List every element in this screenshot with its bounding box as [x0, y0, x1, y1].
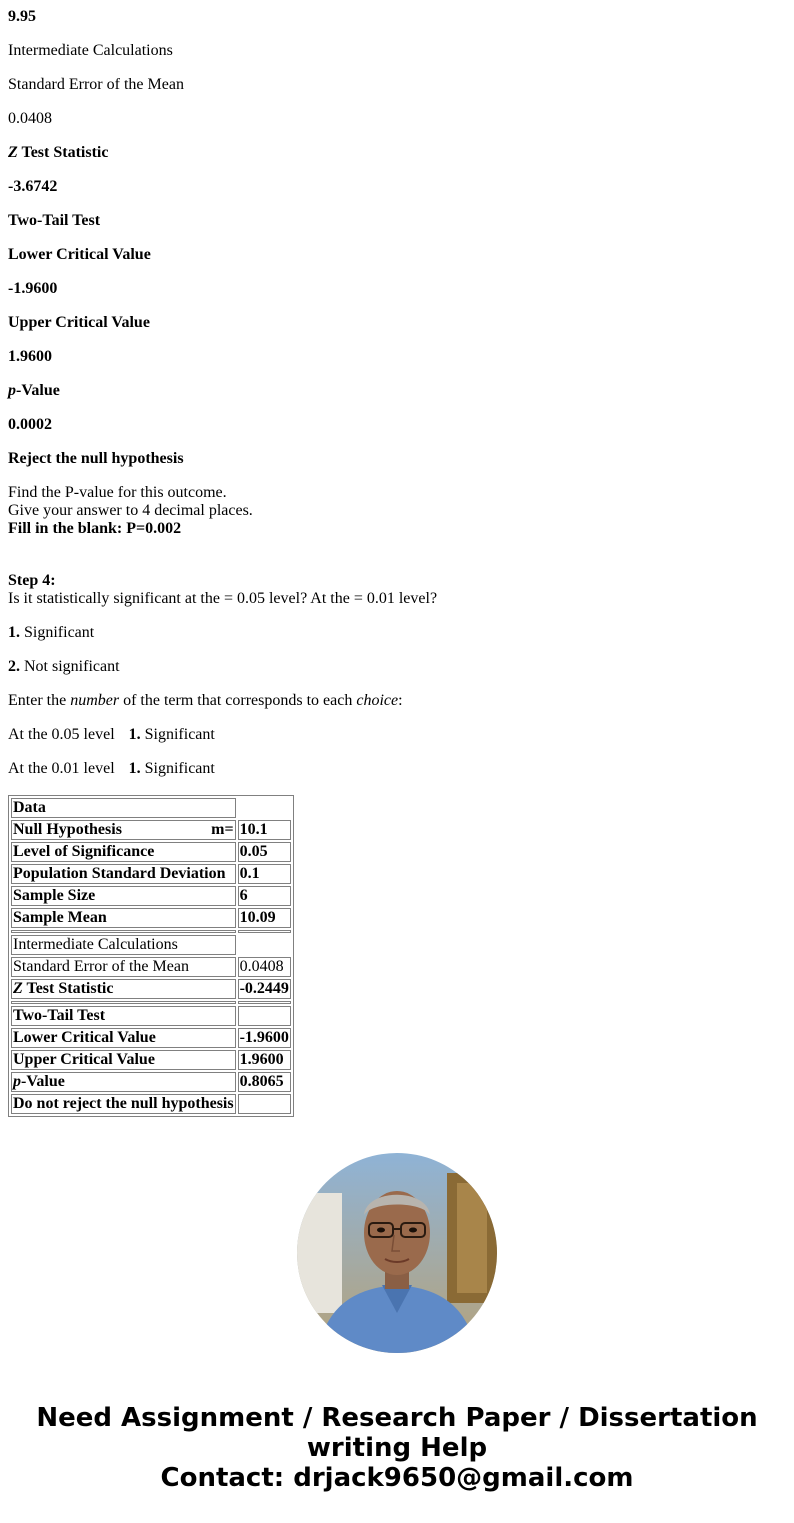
p-value-table-label: [11, 1072, 236, 1092]
value-995: 9.95: [8, 8, 36, 25]
separator-cell: [238, 1001, 291, 1004]
avatar: [297, 1153, 497, 1353]
option-2-number: 2.: [8, 658, 20, 675]
z-letter: Z: [8, 144, 18, 161]
table-row: [11, 820, 291, 840]
null-hypothesis-text: Null Hypothesis: [13, 821, 122, 838]
empty-value-cell: [238, 1094, 291, 1114]
separator-row: [11, 1001, 291, 1004]
fill-blank-answer: Fill in the blank: P=0.002: [8, 520, 182, 537]
p-value-label: [8, 382, 60, 400]
footer-line-1: Need Assignment / Research Paper / Dissertation: [36, 1403, 758, 1433]
decision-text: Reject the null hypothesis: [8, 450, 184, 467]
lower-cv-label: Lower Critical Value: [8, 246, 151, 263]
z-stat-label-text: Test Statistic: [17, 144, 109, 161]
z-letter: Z: [13, 980, 23, 997]
std-error-value: 0.0408: [8, 110, 52, 127]
lower-cv-table-label: Lower Critical Value: [11, 1028, 236, 1048]
sample-size-value: 6: [238, 886, 291, 906]
table-row: [11, 1050, 291, 1070]
data-header: Data: [11, 798, 236, 818]
sample-size-label: Sample Size: [11, 886, 236, 906]
footer-line-3: Contact: drjack9650@gmail.com: [160, 1463, 634, 1493]
null-hypothesis-value: 10.1: [238, 820, 291, 840]
std-error-table-value: 0.0408: [238, 957, 291, 977]
footer-line-2: writing Help: [306, 1433, 488, 1463]
table-row: [11, 842, 291, 862]
enter-post: :: [398, 692, 403, 709]
level-005-text: Significant: [140, 726, 215, 743]
level-001-number: 1.: [128, 760, 141, 777]
p-label-text: -Value: [21, 1073, 65, 1090]
z-statistic-table-label: [11, 979, 236, 999]
level-001-text: Significant: [140, 760, 215, 777]
level-of-significance-label: Level of Significance: [11, 842, 236, 862]
decimal-places-instruction: Give your answer to 4 decimal places.: [8, 502, 253, 519]
p-letter: p: [13, 1073, 21, 1090]
two-tail-heading: Two-Tail Test: [8, 212, 101, 229]
level-of-significance-value: 0.05: [238, 842, 291, 862]
table-row: [11, 1006, 291, 1026]
mu-symbol: m=: [211, 821, 234, 838]
enter-instruction: [8, 692, 403, 710]
p-value: 0.0002: [8, 416, 52, 433]
z-statistic-table-value: -0.2449: [239, 980, 289, 997]
p-value-table-value: 0.8065: [238, 1072, 291, 1092]
step-4-question: Is it statistically significant at the = 0.05 level? At the = 0.01 level?: [8, 590, 438, 607]
lower-cv-table-value: -1.9600: [239, 1029, 289, 1046]
answer-005-level: [8, 726, 215, 744]
separator-cell: [11, 1001, 236, 1004]
level-005-label: At the 0.05 level: [8, 726, 115, 743]
population-sd-value: 0.1: [238, 864, 291, 884]
option-2-text: Not significant: [20, 658, 120, 675]
enter-mid: of the term that corresponds to each: [119, 692, 357, 709]
enter-pre: Enter the: [8, 692, 71, 709]
sample-mean-value: 10.09: [238, 908, 291, 928]
intermediate-calculations-heading: Intermediate Calculations: [8, 42, 173, 59]
decision-table-label: Do not reject the null hypothesis: [13, 1095, 234, 1112]
null-hypothesis-label: [11, 820, 236, 840]
separator-cell: [11, 930, 236, 933]
intermediate-calculations-label: Intermediate Calculations: [11, 935, 236, 955]
z-test-table: [8, 795, 294, 1117]
answer-001-level: [8, 760, 215, 778]
upper-cv-label: Upper Critical Value: [8, 314, 150, 331]
table-row: [11, 1028, 291, 1048]
table-row: [11, 864, 291, 884]
separator-row: [11, 930, 291, 933]
table-row: [11, 1094, 291, 1114]
option-1-text: Significant: [20, 624, 95, 641]
avatar-photo: [297, 1153, 497, 1353]
z-stat-label: [8, 144, 108, 162]
upper-cv-table-label: Upper Critical Value: [11, 1050, 236, 1070]
level-005-number: 1.: [128, 726, 141, 743]
std-error-table-label: Standard Error of the Mean: [11, 957, 236, 977]
table-row: [11, 957, 291, 977]
z-stat-value: -3.6742: [8, 178, 58, 195]
empty-cell: [238, 935, 291, 955]
std-error-label: Standard Error of the Mean: [8, 76, 184, 93]
population-sd-label: Population Standard Deviation: [11, 864, 236, 884]
empty-cell: [238, 798, 291, 818]
enter-choice-word: choice: [356, 692, 399, 709]
two-tail-table-label: Two-Tail Test: [11, 1006, 236, 1026]
table-row: [11, 1072, 291, 1092]
table-row: [11, 908, 291, 928]
upper-cv-value: 1.9600: [8, 348, 52, 365]
sample-mean-label: Sample Mean: [11, 908, 236, 928]
option-1: [8, 624, 94, 642]
footer-contact: [0, 1403, 794, 1493]
table-row: [11, 979, 291, 999]
p-value-label-text: -Value: [16, 382, 60, 399]
separator-cell: [238, 930, 291, 933]
table-row: [11, 798, 291, 818]
table-row: [11, 886, 291, 906]
empty-value-cell: [238, 1006, 291, 1026]
enter-number-word: number: [70, 692, 120, 709]
table-row: [11, 935, 291, 955]
lower-cv-value: -1.9600: [8, 280, 58, 297]
option-1-number: 1.: [8, 624, 20, 641]
find-p-instruction: Find the P-value for this outcome.: [8, 484, 227, 501]
step-4-label: Step 4:: [8, 572, 56, 589]
p-letter: p: [8, 382, 16, 399]
level-001-label: At the 0.01 level: [8, 760, 115, 777]
upper-cv-table-value: 1.9600: [238, 1050, 291, 1070]
option-2: [8, 658, 120, 676]
z-label-text: Test Statistic: [22, 980, 114, 997]
